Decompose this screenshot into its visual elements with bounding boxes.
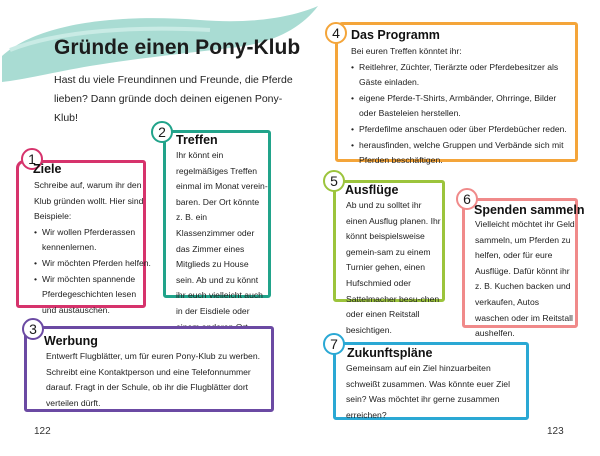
page-number-right: 123 bbox=[547, 426, 564, 437]
list-item: • herausfinden, welche Gruppen und Verbände sich mit Pferden beschäftigen. bbox=[351, 138, 571, 169]
card-spenden-body: Vielleicht möchtet ihr Geld sammeln, um Pferden zu helfen, oder für eure Ausflüge. Dafür könnt ihr z. B. Kuchen backen und verkaufen, Autos waschen oder im Reitstall aushelfen. bbox=[475, 219, 575, 339]
card-zukunft-body: Gemeinsam auf ein Ziel hinzuarbeiten schweißt zusammen. Was könnte euer Ziel sein? Was möchtet ihr gerne zusammen erreichen? bbox=[346, 363, 510, 420]
card-werbung-body: Entwerft Flugblätter, um für euren Pony-Klub zu werben. Schreibt eine Kontaktperson und eine Telefonnummer darauf. Fragt in der Schule, ob ihr die Flugblätter dort verteilen dürft. bbox=[46, 351, 260, 408]
card-treffen-body: Ihr könnt ein regelmäßiges Treffen einmal im Monat verein-baren. Der Ort könnte z. B. ein Klassenzimmer oder das Zimmer eines Mitglieds zu House sein. Ab und zu könnt ihr euch vielleicht auch in der Eisdiele oder bbox=[176, 150, 268, 316]
card-zukunft-number: 7 bbox=[323, 333, 345, 355]
card-treffen-number: 2 bbox=[151, 121, 173, 143]
list-item: • eigene Pferde-T-Shirts, Armbänder, Ohrringe, Bilder oder Basteleien herstellen. bbox=[351, 91, 571, 122]
list-item: • Pferdefilme anschauen oder über Pferdebücher reden. bbox=[351, 122, 571, 138]
card-ausfluege-title: Ausflüge bbox=[345, 183, 399, 197]
card-ziele-list bbox=[34, 225, 152, 319]
page-title: Gründe einen Pony-Klub bbox=[54, 36, 301, 59]
card-ausfluege-number: 5 bbox=[323, 170, 345, 192]
card-werbung-title: Werbung bbox=[44, 334, 98, 348]
page-number-left: 122 bbox=[34, 426, 51, 437]
card-programm-number: 4 bbox=[325, 22, 347, 44]
list-item: • Wir wollen Pferderassen kennenlernen. bbox=[34, 225, 152, 256]
card-ziele-title: Ziele bbox=[33, 162, 62, 176]
card-ziele-number: 1 bbox=[21, 148, 43, 170]
list-item: • Wir möchten Pferden helfen. bbox=[34, 256, 152, 272]
card-werbung-number: 3 bbox=[22, 318, 44, 340]
card-programm-title: Das Programm bbox=[351, 28, 440, 42]
card-spenden-number: 6 bbox=[456, 188, 478, 210]
card-programm-list bbox=[351, 60, 571, 169]
list-item: • Reitlehrer, Züchter, Tierärzte oder Pferdebesitzer als Gäste einladen. bbox=[351, 60, 571, 91]
card-ziele-body: Schreibe auf, warum ihr den Klub gründen wollt. Hier sind Beispiele: • Wir wollen Pferderassen kennenlernen. • Wir möchten Pferden helfen. • Wir möchten spannende Pferdegeschichten lesen und austauschen. bbox=[34, 178, 152, 318]
card-zukunft-title: Zukunftspläne bbox=[347, 346, 433, 360]
card-spenden-title: Spenden sammeln bbox=[474, 203, 585, 217]
list-item: • Wir möchten spannende Pferdegeschichten lesen und austauschen. bbox=[34, 272, 152, 319]
card-programm-body: Bei euren Treffen könntet ihr: • Reitlehrer, Züchter, Tierärzte oder Pferdebesitzer als Gäste einladen. • eigene Pferde-T-Shirts, Armbänder, Ohrringe, Bilder oder Basteleien herstellen. • Pferdefilme anschauen oder über Pferdebücher reden. • herausfinden, welche Gruppen und Verbände sich mit Pferden beschäftigen. bbox=[351, 44, 571, 169]
intro-text: Hast du viele Freundinnen und Freunde, die Pferde lieben? Dann gründe doch deinen eigenen Pony-Klub! bbox=[54, 74, 293, 124]
card-treffen-title: Treffen bbox=[176, 133, 218, 147]
card-ausfluege-body: Ab und zu solltet ihr einen Ausflug planen. Ihr könnt beispielsweise gemein-sam zu einem Turnier gehen, einen Hufschmied oder Sattelmacher besu-chen oder einen Reitstall besichtigen. bbox=[346, 200, 441, 335]
